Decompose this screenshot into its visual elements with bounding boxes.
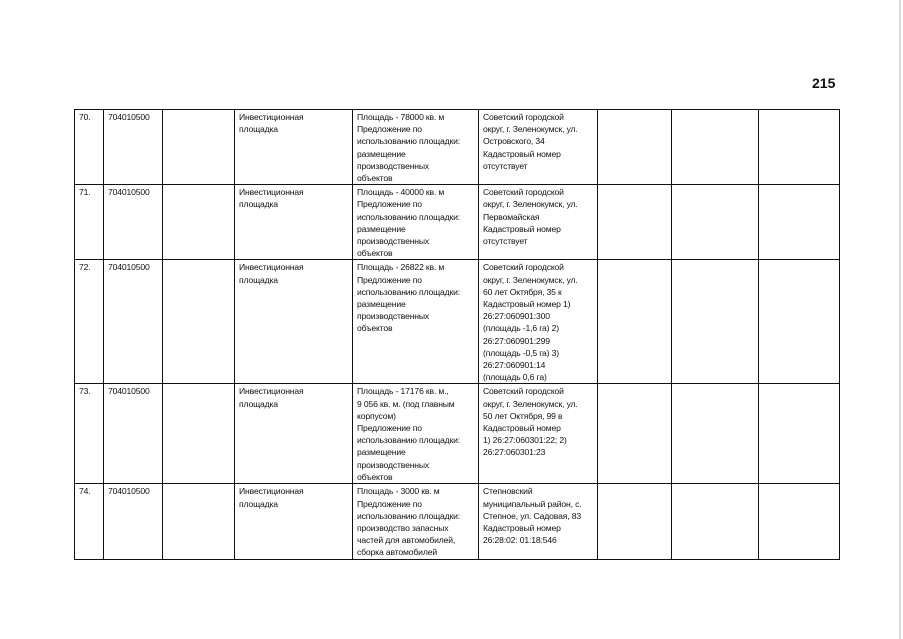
- empty-cell: [163, 484, 235, 559]
- location-cell: Советский городской округ, г. Зеленокумск, ул. 50 лет Октября, 99 в Кадастровый номер 1) 26:27:060301:22; 2) 26:27:060301:23: [479, 384, 598, 484]
- row-number-cell: 72.: [75, 260, 104, 384]
- location-cell: Степновский муниципальный район, с. Степное, ул. Садовая, 83 Кадастровый номер 26:28:02: 01:18:546: [479, 484, 598, 559]
- description-cell: Площадь - 40000 кв. м Предложение по использованию площадки: размещение производственных объектов: [353, 185, 479, 260]
- investment-sites-table: [74, 109, 840, 560]
- empty-cell: [672, 484, 759, 559]
- page-number: 215: [812, 75, 836, 91]
- row-number-cell: 74.: [75, 484, 104, 559]
- empty-cell: [759, 384, 840, 484]
- row-number-cell: 71.: [75, 185, 104, 260]
- site-type-cell: Инвестиционная площадка: [235, 260, 353, 384]
- site-type-cell: Инвестиционная площадка: [235, 185, 353, 260]
- site-type-cell: Инвестиционная площадка: [235, 110, 353, 185]
- location-cell: Советский городской округ, г. Зеленокумск, ул. Первомайская Кадастровый номер отсутствует: [479, 185, 598, 260]
- row-number-cell: 70.: [75, 110, 104, 185]
- empty-cell: [598, 260, 672, 384]
- code-cell: 704010500: [104, 185, 163, 260]
- table-row: [75, 384, 840, 484]
- description-cell: Площадь - 26822 кв. м Предложение по использованию площадки: размещение производственных объектов: [353, 260, 479, 384]
- empty-cell: [759, 260, 840, 384]
- empty-cell: [163, 384, 235, 484]
- empty-cell: [672, 384, 759, 484]
- empty-cell: [598, 484, 672, 559]
- description-cell: Площадь - 17176 кв. м., 9 056 кв. м. (под главным корпусом) Предложение по использованию площадки: размещение производственных объектов: [353, 384, 479, 484]
- table-row: [75, 484, 840, 559]
- empty-cell: [759, 484, 840, 559]
- empty-cell: [163, 260, 235, 384]
- row-number-cell: 73.: [75, 384, 104, 484]
- code-cell: 704010500: [104, 384, 163, 484]
- table-row: [75, 110, 840, 185]
- description-cell: Площадь - 3000 кв. м Предложение по использованию площадки: производство запасных частей для автомобилей, сборка автомобилей: [353, 484, 479, 559]
- empty-cell: [759, 185, 840, 260]
- table-row: [75, 185, 840, 260]
- empty-cell: [759, 110, 840, 185]
- empty-cell: [598, 110, 672, 185]
- description-cell: Площадь - 78000 кв. м Предложение по использованию площадки: размещение производственных объектов: [353, 110, 479, 185]
- empty-cell: [163, 185, 235, 260]
- empty-cell: [598, 185, 672, 260]
- scan-edge-shadow: [899, 0, 901, 639]
- site-type-cell: Инвестиционная площадка: [235, 484, 353, 559]
- site-type-cell: Инвестиционная площадка: [235, 384, 353, 484]
- code-cell: 704010500: [104, 484, 163, 559]
- location-cell: Советский городской округ, г. Зеленокумск, ул. 60 лет Октября, 35 к Кадастровый номер 1) 26:27:060901:300 (площадь -1,6 га) 2) 26:27:060901:299 (площадь -0,5 га) 3) 26:27:060901:14 (площадь 0,6 га): [479, 260, 598, 384]
- code-cell: 704010500: [104, 110, 163, 185]
- empty-cell: [672, 260, 759, 384]
- empty-cell: [163, 110, 235, 185]
- empty-cell: [598, 384, 672, 484]
- location-cell: Советский городской округ, г. Зеленокумск, ул. Островского, 34 Кадастровый номер отсутствует: [479, 110, 598, 185]
- table-row: [75, 260, 840, 384]
- empty-cell: [672, 185, 759, 260]
- code-cell: 704010500: [104, 260, 163, 384]
- empty-cell: [672, 110, 759, 185]
